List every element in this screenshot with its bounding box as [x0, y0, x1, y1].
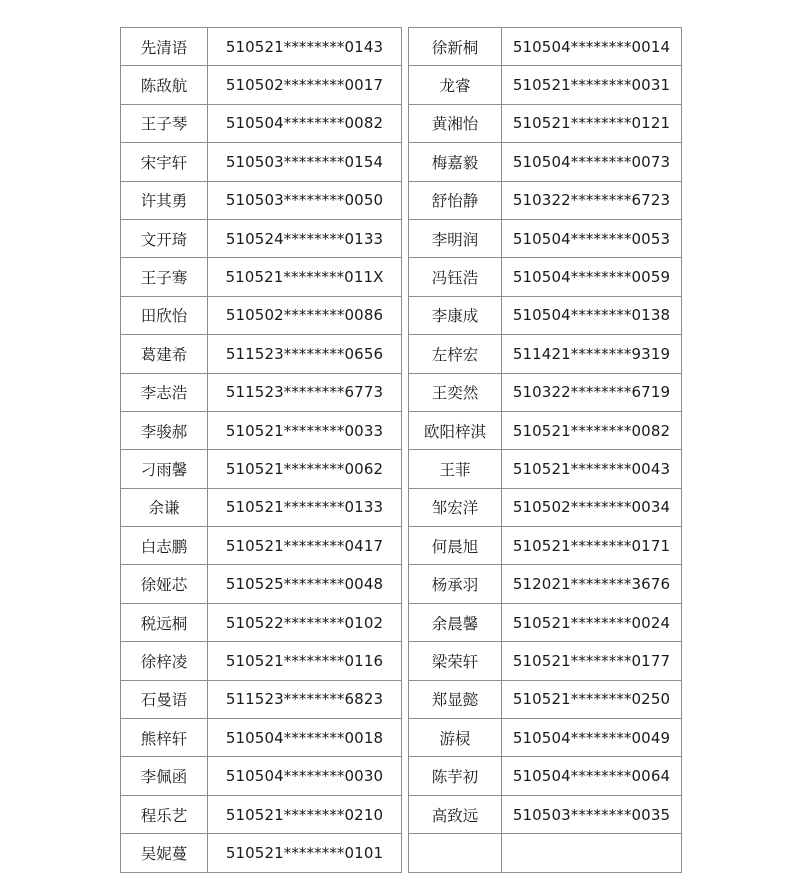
- masked-id-number-cell: 510521********0133: [208, 488, 402, 526]
- table-row: [409, 335, 682, 373]
- table-row: [409, 565, 682, 603]
- table-row: [121, 258, 402, 296]
- table-row: [121, 680, 402, 718]
- table-row: [121, 603, 402, 641]
- table-row: [121, 488, 402, 526]
- masked-id-number-cell: 510521********0143: [208, 28, 402, 66]
- masked-id-number-cell: 510504********0018: [208, 719, 402, 757]
- student-name-cell: 白志鹏: [121, 527, 208, 565]
- table-row: [409, 181, 682, 219]
- student-name-cell: 邹宏洋: [409, 488, 502, 526]
- masked-id-number-cell: 510521********0033: [208, 411, 402, 449]
- student-name-cell: 余谦: [121, 488, 208, 526]
- student-name-cell: 陈芋初: [409, 757, 502, 795]
- masked-id-number-cell: 510504********0059: [502, 258, 682, 296]
- student-name-cell: 徐娅芯: [121, 565, 208, 603]
- student-name-cell: 徐梓凌: [121, 642, 208, 680]
- masked-id-number-cell: 511523********6823: [208, 680, 402, 718]
- student-name-cell: 税远桐: [121, 603, 208, 641]
- table-row: [121, 757, 402, 795]
- masked-id-number-cell: 510521********0062: [208, 450, 402, 488]
- masked-id-number-cell: 510504********0014: [502, 28, 682, 66]
- table-row: [409, 719, 682, 757]
- masked-id-number-cell: 510503********0035: [502, 795, 682, 833]
- table-row: [409, 258, 682, 296]
- student-name-cell: 先清语: [121, 28, 208, 66]
- table-row: [121, 450, 402, 488]
- table-row: [409, 603, 682, 641]
- student-name-cell: 李佩函: [121, 757, 208, 795]
- masked-id-number-cell: 510524********0133: [208, 219, 402, 257]
- masked-id-number-cell: 511523********0656: [208, 335, 402, 373]
- masked-id-number-cell: 510521********011X: [208, 258, 402, 296]
- masked-id-number-cell: 510504********0030: [208, 757, 402, 795]
- student-name-cell: 梅嘉毅: [409, 143, 502, 181]
- student-name-cell: 陈敌航: [121, 66, 208, 104]
- table-row: [121, 719, 402, 757]
- masked-id-number-cell: 510503********0050: [208, 181, 402, 219]
- masked-id-number-cell: 510502********0034: [502, 488, 682, 526]
- table-row: [409, 28, 682, 66]
- masked-id-number-cell: 510504********0064: [502, 757, 682, 795]
- masked-id-number-cell: 510521********0121: [502, 104, 682, 142]
- masked-id-number-cell: 510503********0154: [208, 143, 402, 181]
- left-roster-table: [120, 27, 402, 873]
- student-name-cell: 李明润: [409, 219, 502, 257]
- table-row: [409, 219, 682, 257]
- table-row: [121, 66, 402, 104]
- student-name-cell: 黄湘怡: [409, 104, 502, 142]
- student-name-cell: 李康成: [409, 296, 502, 334]
- table-row: [121, 642, 402, 680]
- student-name-cell: 田欣怡: [121, 296, 208, 334]
- table-row: [409, 450, 682, 488]
- student-name-cell: 程乐艺: [121, 795, 208, 833]
- student-name-cell: 游棂: [409, 719, 502, 757]
- table-row: [121, 28, 402, 66]
- masked-id-number-cell: 510504********0082: [208, 104, 402, 142]
- masked-id-number-cell: 510521********0082: [502, 411, 682, 449]
- masked-id-number-cell: 510525********0048: [208, 565, 402, 603]
- masked-id-number-cell: 510504********0053: [502, 219, 682, 257]
- student-name-cell: 许其勇: [121, 181, 208, 219]
- student-name-cell: 郑显懿: [409, 680, 502, 718]
- right-roster-table: [408, 27, 682, 873]
- table-row: [409, 488, 682, 526]
- table-row: [409, 296, 682, 334]
- student-name-cell: 左梓宏: [409, 335, 502, 373]
- table-row: [121, 181, 402, 219]
- masked-id-number-cell: 510322********6723: [502, 181, 682, 219]
- masked-id-number-cell: 510521********0250: [502, 680, 682, 718]
- masked-id-number-cell: 510502********0086: [208, 296, 402, 334]
- student-name-cell: 王奕然: [409, 373, 502, 411]
- masked-id-number-cell: 510521********0116: [208, 642, 402, 680]
- student-name-cell: 梁荣轩: [409, 642, 502, 680]
- student-name-cell: 李志浩: [121, 373, 208, 411]
- masked-id-number-cell: 510504********0049: [502, 719, 682, 757]
- masked-id-number-cell: 512021********3676: [502, 565, 682, 603]
- table-row: [121, 219, 402, 257]
- student-name-cell: 宋宇轩: [121, 143, 208, 181]
- masked-id-number-cell: 510521********0171: [502, 527, 682, 565]
- student-name-cell: 欧阳梓淇: [409, 411, 502, 449]
- masked-id-number-cell: 510502********0017: [208, 66, 402, 104]
- table-row: [409, 411, 682, 449]
- student-name-cell: 杨承羽: [409, 565, 502, 603]
- masked-id-number-cell: 510521********0101: [208, 834, 402, 872]
- student-name-cell: 葛建希: [121, 335, 208, 373]
- student-name-cell: 熊梓轩: [121, 719, 208, 757]
- table-row: [121, 795, 402, 833]
- student-name-cell: 高致远: [409, 795, 502, 833]
- masked-id-number-cell: 510521********0024: [502, 603, 682, 641]
- table-row: [409, 143, 682, 181]
- table-row: [121, 373, 402, 411]
- table-row: [409, 834, 682, 872]
- table-row: [121, 335, 402, 373]
- table-row: [409, 66, 682, 104]
- student-name-cell: 吴妮蔓: [121, 834, 208, 872]
- table-row: [409, 373, 682, 411]
- student-name-cell: 刁雨馨: [121, 450, 208, 488]
- masked-id-number-cell: 510521********0417: [208, 527, 402, 565]
- masked-id-number-cell: 511421********9319: [502, 335, 682, 373]
- student-name-cell: 王子骞: [121, 258, 208, 296]
- student-name-cell: 文开琦: [121, 219, 208, 257]
- masked-id-number-cell: 510521********0031: [502, 66, 682, 104]
- masked-id-number-cell: 510521********0210: [208, 795, 402, 833]
- table-row: [121, 104, 402, 142]
- table-row: [121, 565, 402, 603]
- student-name-cell: 余晨馨: [409, 603, 502, 641]
- student-name-cell: [409, 834, 502, 872]
- table-row: [409, 680, 682, 718]
- masked-id-number-cell: [502, 834, 682, 872]
- student-name-cell: 徐新桐: [409, 28, 502, 66]
- masked-id-number-cell: 510522********0102: [208, 603, 402, 641]
- table-row: [409, 757, 682, 795]
- table-row: [409, 795, 682, 833]
- student-name-cell: 王菲: [409, 450, 502, 488]
- table-row: [121, 411, 402, 449]
- table-row: [121, 296, 402, 334]
- student-name-cell: 石曼语: [121, 680, 208, 718]
- table-row: [409, 527, 682, 565]
- student-name-cell: 冯钰浩: [409, 258, 502, 296]
- student-name-cell: 王子琴: [121, 104, 208, 142]
- left-roster-body: [121, 28, 402, 873]
- masked-id-number-cell: 511523********6773: [208, 373, 402, 411]
- masked-id-number-cell: 510521********0177: [502, 642, 682, 680]
- table-row: [121, 527, 402, 565]
- table-row: [409, 642, 682, 680]
- table-row: [121, 834, 402, 872]
- right-roster-body: [409, 28, 682, 873]
- student-name-cell: 龙睿: [409, 66, 502, 104]
- table-row: [121, 143, 402, 181]
- table-row: [409, 104, 682, 142]
- masked-id-number-cell: 510504********0138: [502, 296, 682, 334]
- student-name-cell: 何晨旭: [409, 527, 502, 565]
- student-name-cell: 李骏郝: [121, 411, 208, 449]
- masked-id-number-cell: 510504********0073: [502, 143, 682, 181]
- masked-id-number-cell: 510322********6719: [502, 373, 682, 411]
- masked-id-number-cell: 510521********0043: [502, 450, 682, 488]
- student-name-cell: 舒怡静: [409, 181, 502, 219]
